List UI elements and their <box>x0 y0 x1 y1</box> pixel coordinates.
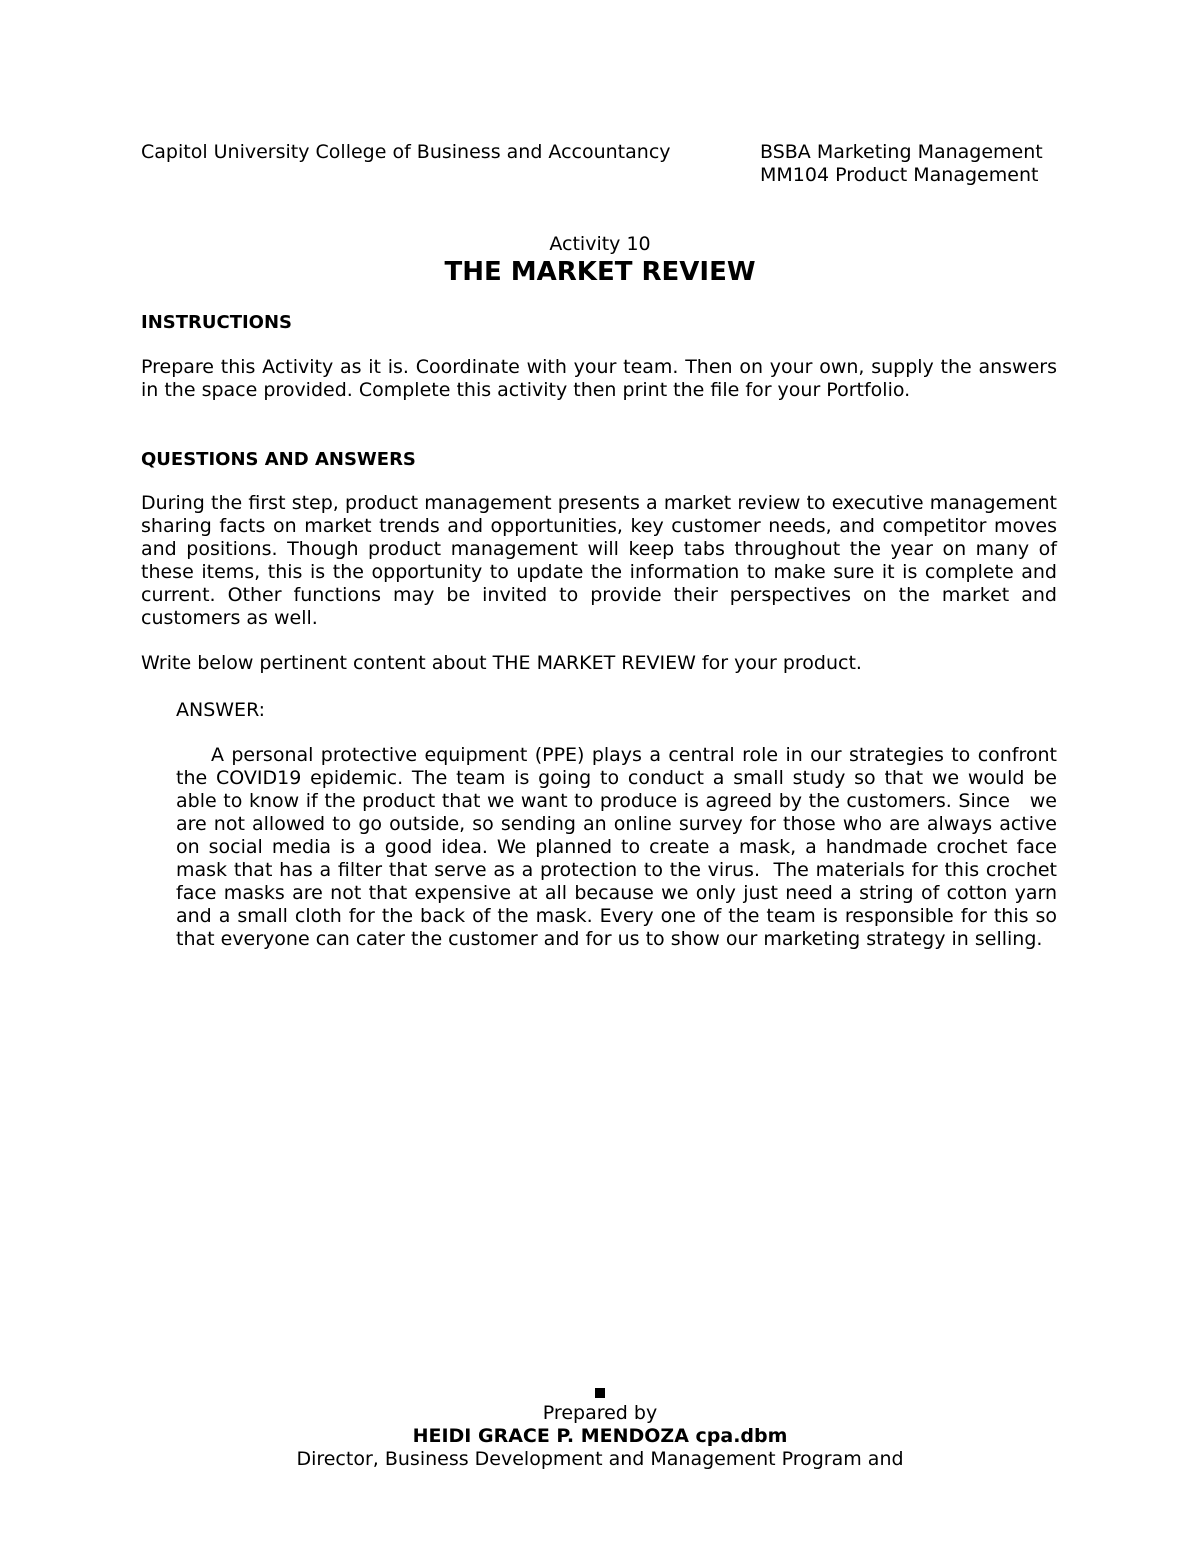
instructions-text: Prepare this Activity as it is. Coordinate with your team. Then on your own, supply the answers in the space provided. Complete this activity then print the file for your Portfolio. <box>141 356 1057 401</box>
program-name: BSBA Marketing Management <box>760 141 1043 163</box>
activity-label: Activity 10 <box>549 233 651 255</box>
qa-intro-paragraph: During the first step, product management presents a market review to executive management sharing facts on market trends and opportunities, key customer needs, and competitor moves and positions. Though product management will keep tabs throughout the year on many of these items, this is the opportunity to update the information to make sure it is complete and current. Other functions may be invited to provide their perspectives on the market and customers as well. <box>141 492 1057 629</box>
qa-prompt: Write below pertinent content about THE MARKET REVIEW for your product. <box>141 652 862 674</box>
course-name: MM104 Product Management <box>760 164 1039 186</box>
prepared-by-label: Prepared by <box>542 1402 658 1424</box>
institution-name: Capitol University College of Business and Accountancy <box>141 141 671 163</box>
preparer-name: HEIDI GRACE P. MENDOZA cpa.dbm <box>412 1425 788 1447</box>
answer-text: A personal protective equipment (PPE) plays a central role in our strategies to confront the COVID19 epidemic. The team is going to conduct a small study so that we would be able to know if the product that we want to produce is agreed by the customers. Since we are not allowed to go outside, so sending an online survey for those who are always active on social media is a good idea. We planned to create a mask, a handmade crochet face mask that has a filter that serve as a protection to the virus. The materials for this crochet face masks are not that expensive at all because we only just need a string of cotton yarn and a small cloth for the back of the mask. Every one of the team is responsible for this so that everyone can cater the customer and for us to show our marketing strategy in selling. <box>176 744 1064 950</box>
page-title: THE MARKET REVIEW <box>444 257 756 287</box>
qa-heading: QUESTIONS AND ANSWERS <box>141 449 416 470</box>
instructions-heading: INSTRUCTIONS <box>141 312 292 333</box>
preparer-position: Director, Business Development and Management Program and <box>296 1448 904 1470</box>
footer-bullet <box>0 1383 1200 1397</box>
square-bullet-icon <box>595 1388 605 1398</box>
answer-label: ANSWER: <box>176 699 266 721</box>
